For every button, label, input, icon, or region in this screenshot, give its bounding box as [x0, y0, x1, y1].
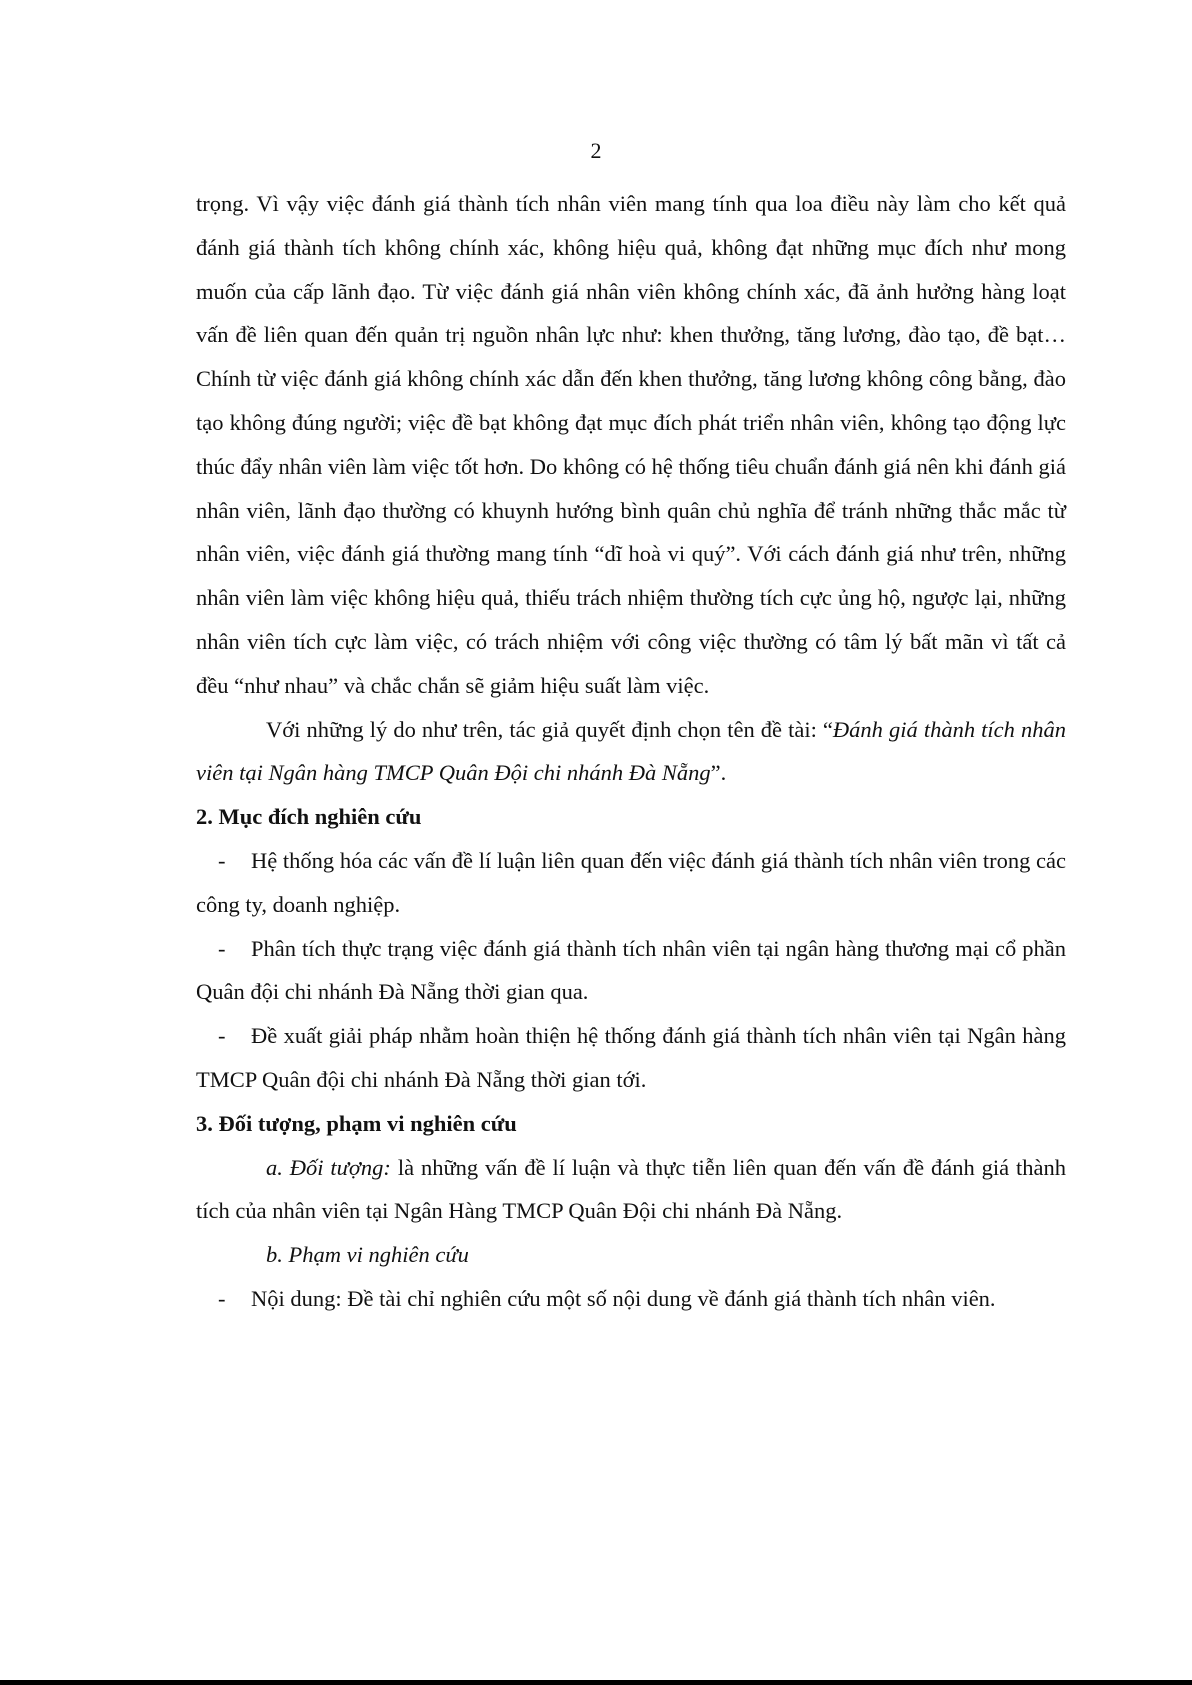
scope-label: b. Phạm vi nghiên cứu [266, 1242, 469, 1268]
purpose-bullet-text: Hệ thống hóa các vấn đề lí luận liên quan đến việc đánh giá thành tích nhân viên trong các công ty, doanh nghiệp. [196, 847, 1066, 917]
object-label: a. Đối tượng: [266, 1154, 391, 1180]
purpose-bullet-3 [196, 1014, 1066, 1102]
scope-bullet-text: Nội dung: Đề tài chỉ nghiên cứu một số nội dung về đánh giá thành tích nhân viên. [251, 1285, 996, 1311]
paragraph-scope-label [196, 1233, 1066, 1277]
purpose-bullet-text: Phân tích thực trạng việc đánh giá thành tích nhân viên tại ngân hàng thương mại cổ phần Quân đội chi nhánh Đà Nẵng thời gian qua. [196, 935, 1066, 1005]
bullet-dash: - [218, 935, 226, 961]
scope-bullet-1 [196, 1277, 1066, 1321]
topic-tail-text: ”. [710, 760, 727, 786]
page-number: 2 [590, 138, 602, 163]
section-heading-scope: 3. Đối tượng, phạm vi nghiên cứu [196, 1110, 517, 1136]
bullet-dash: - [218, 847, 226, 873]
purpose-bullet-1 [196, 839, 1066, 927]
section-heading-purpose: 2. Mục đích nghiên cứu [196, 804, 422, 830]
paragraph-rationale: trọng. Vì vậy việc đánh giá thành tích nhân viên mang tính qua loa điều này làm cho kết quả đánh giá thành tích không chính xác, không hiệu quả, không đạt những mục đích như mong muốn của cấp lãnh đạo. Từ việc đánh giá nhân viên không chính xác, đã ảnh hưởng hàng loạt vấn đề liên quan đến quản trị nguồn nhân lực như: khen thưởng, tăng lương, đào tạo, đề bạt…Chính từ việc đánh giá không chính xác dẫn đến khen thưởng, tăng lương không công bằng, đào tạo không đúng người; việc đề bạt không đạt mục đích phát triển nhân viên, không tạo động lực thúc đẩy nhân viên làm việc tốt hơn. Do không có hệ thống tiêu chuẩn đánh giá nên khi đánh giá nhân viên, lãnh đạo thường có khuynh hướng bình quân chủ nghĩa để tránh những thắc mắc từ nhân viên, việc đánh giá thường mang tính “dĩ hoà vi quý”. Với cách đánh giá như trên, những nhân viên làm việc không hiệu quả, thiếu trách nhiệm thường tích cực ủng hộ, ngược lại, những nhân viên tích cực làm việc, có trách nhiệm với công việc thường có tâm lý bất mãn vì tất cả đều “như nhau” và chắc chắn sẽ giảm hiệu suất làm việc. [196, 191, 1066, 698]
bullet-dash: - [218, 1285, 226, 1311]
purpose-bullet-text: Đề xuất giải pháp nhằm hoàn thiện hệ thống đánh giá thành tích nhân viên tại Ngân hàng TMCP Quân đội chi nhánh Đà Nẵng thời gian tới. [196, 1023, 1066, 1092]
paragraph-object [196, 1146, 1066, 1234]
topic-title: Đánh giá thành tích nhân viên tại Ngân hàng TMCP Quân Đội chi nhánh Đà Nẵng [196, 716, 1066, 786]
bottom-border [0, 1680, 1192, 1685]
topic-lead-text: Với những lý do như trên, tác giả quyết định chọn tên đề tài: “ [266, 716, 833, 742]
purpose-bullet-2 [196, 927, 1066, 1015]
bullet-dash: - [218, 1023, 226, 1049]
object-text: là những vấn đề lí luận và thực tiễn liên quan đến vấn đề đánh giá thành tích của nhân viên tại Ngân Hàng TMCP Quân Đội chi nhánh Đà Nẵng. [196, 1154, 1067, 1224]
paragraph-topic-choice [196, 708, 1066, 796]
document-body [196, 182, 1066, 1321]
